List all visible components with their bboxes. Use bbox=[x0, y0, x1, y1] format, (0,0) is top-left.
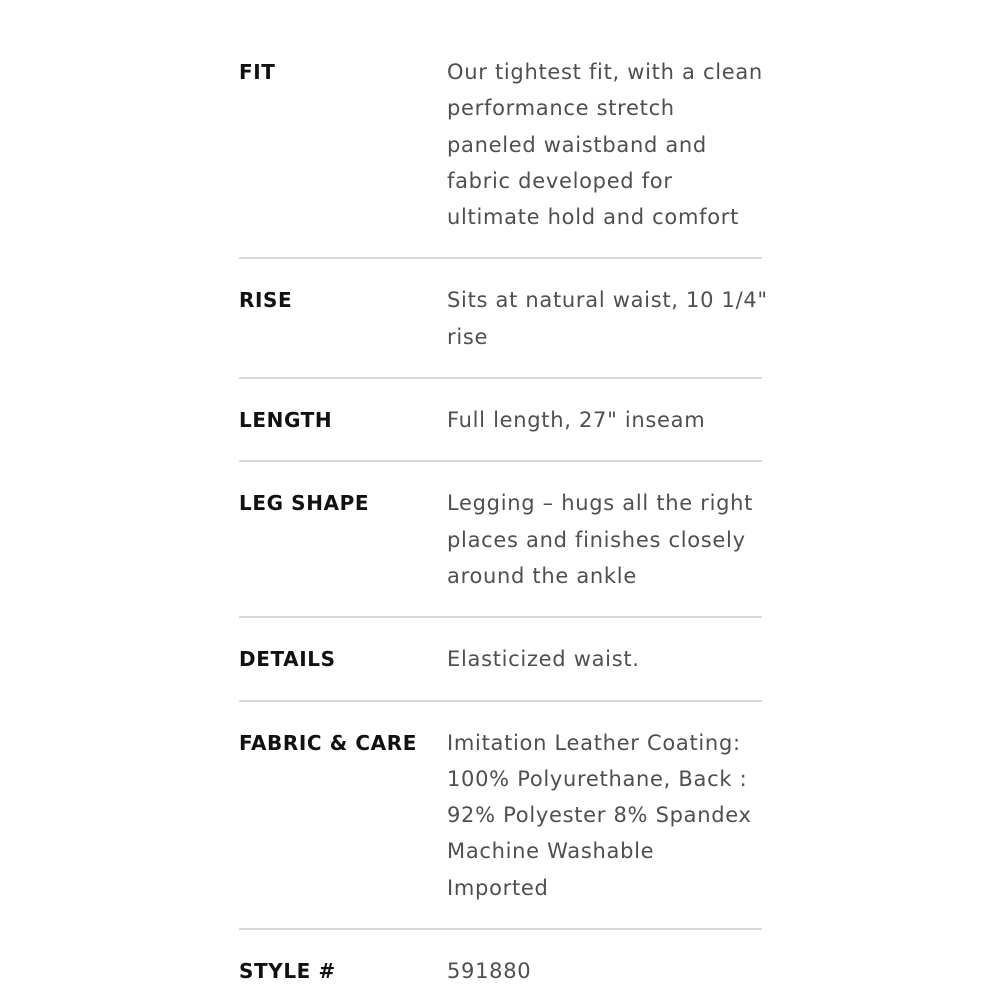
spec-value-line: Elasticized waist. bbox=[447, 647, 640, 672]
spec-value-line: Imported bbox=[447, 875, 549, 900]
spec-value-line: 591880 bbox=[447, 959, 532, 984]
spec-value-line: Imitation Leather Coating: bbox=[447, 730, 741, 755]
spec-value-line: ultimate hold and comfort bbox=[447, 205, 740, 230]
spec-value-leg-shape bbox=[447, 485, 762, 594]
spec-value-line: Full length, 27" inseam bbox=[447, 408, 706, 433]
spec-row-fabric-care bbox=[239, 702, 762, 930]
spec-value-line: performance stretch bbox=[447, 96, 675, 121]
spec-label-leg-shape: LEG SHAPE bbox=[239, 491, 370, 516]
spec-label-length: LENGTH bbox=[239, 408, 333, 433]
spec-label-fabric-care: FABRIC & CARE bbox=[239, 730, 417, 755]
product-specs-table bbox=[239, 0, 768, 989]
spec-value-line: 100% Polyurethane, Back : bbox=[447, 766, 748, 791]
spec-value-line: Our tightest fit, with a clean bbox=[447, 60, 763, 84]
spec-row-details bbox=[239, 618, 762, 701]
spec-value-line: Sits at natural waist, 10 1/4" bbox=[447, 288, 768, 313]
spec-row-style-number bbox=[239, 930, 762, 989]
spec-value-line: rise bbox=[447, 324, 489, 349]
spec-value-rise bbox=[447, 282, 768, 355]
spec-value-line: Legging – hugs all the right bbox=[447, 491, 754, 516]
spec-value-fabric-care bbox=[447, 725, 762, 906]
spec-value-style-number bbox=[447, 953, 762, 989]
spec-value-details bbox=[447, 641, 762, 677]
spec-label-fit: FIT bbox=[239, 60, 276, 84]
spec-row-fit bbox=[239, 0, 762, 259]
spec-value-line: 92% Polyester 8% Spandex bbox=[447, 803, 752, 828]
spec-value-fit bbox=[447, 54, 763, 235]
spec-value-line: around the ankle bbox=[447, 563, 637, 588]
spec-value-length bbox=[447, 402, 762, 438]
spec-value-line: Machine Washable bbox=[447, 839, 655, 864]
spec-label-style-number: STYLE # bbox=[239, 959, 336, 984]
spec-value-line: fabric developed for bbox=[447, 168, 673, 193]
spec-row-leg-shape bbox=[239, 462, 762, 618]
spec-value-line: paneled waistband and bbox=[447, 132, 707, 157]
spec-value-line: places and finishes closely bbox=[447, 527, 746, 552]
spec-row-rise bbox=[239, 259, 768, 379]
spec-row-length bbox=[239, 379, 762, 462]
spec-label-rise: RISE bbox=[239, 288, 293, 313]
spec-label-details: DETAILS bbox=[239, 647, 336, 672]
